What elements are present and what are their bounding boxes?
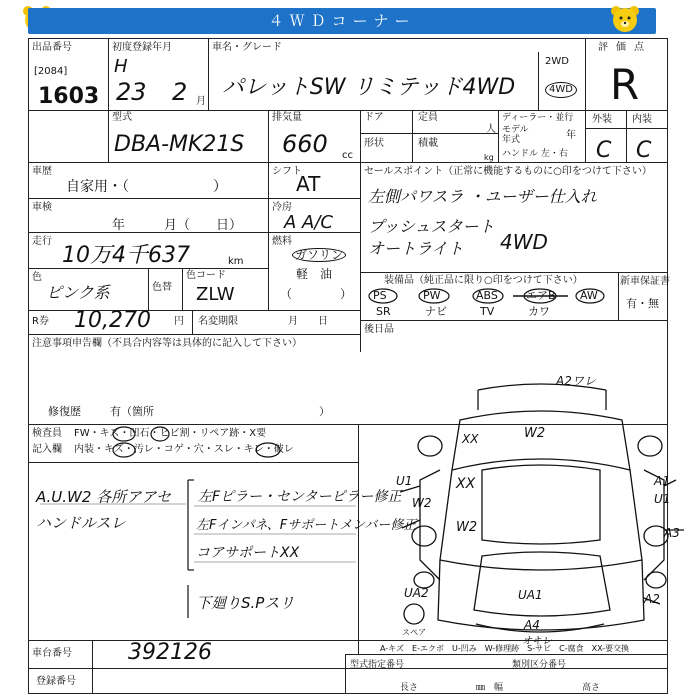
fuel-gas: ガソリン <box>292 248 346 262</box>
shape-number-label: 型式指定番号 <box>350 660 405 670</box>
exterior-label: 外装 <box>592 114 612 125</box>
diagram-mark-w2-left: W2 <box>412 496 432 510</box>
inspector-note6: 下廻りS.Pスリ <box>196 594 295 612</box>
first-reg-era: H <box>114 56 128 77</box>
color-change-label: 色替 <box>152 282 172 293</box>
reg-label: 登録番号 <box>36 676 76 687</box>
notes-label: 注意事項申告欄（不具合内容等は具体的に記入して下さい） <box>32 338 302 349</box>
equip-leather: カワ <box>528 305 550 318</box>
inspector-row2: 内装・キズ・汚レ・コゲ・穴・スレ・キレ・破レ <box>74 444 294 455</box>
repair-label: 修復歴 <box>48 405 81 418</box>
recycle-unit: 円 <box>174 316 184 327</box>
shift-label: シフト <box>272 166 302 177</box>
lot-label: 出品番号 <box>32 42 72 53</box>
fuel-diesel: 軽 油 <box>296 267 333 281</box>
height-label: 高さ <box>582 683 601 693</box>
shape-label: 形状 <box>364 138 384 149</box>
color-code-label: 色コード <box>186 270 226 281</box>
equip-aw: AW <box>580 289 598 302</box>
bear-logo-icon <box>610 4 640 34</box>
diagram-mark-xx-mid: XX <box>456 476 476 492</box>
doc-expiry-unit: 月 日 <box>288 316 328 327</box>
color-value: ピンク系 <box>46 283 110 302</box>
mileage-value: 10万4千637 <box>62 243 190 268</box>
inspector-note5: コアサポートXX <box>196 545 300 561</box>
diagram-mark-a4-note: オキレ <box>522 636 552 647</box>
diagram-mark-u1b: U1 <box>654 492 671 506</box>
equip-tv: TV <box>480 305 495 318</box>
sales-label: セールスポイント（正常に機能するものに○印をつけて下さい） <box>364 166 652 177</box>
drive-2wd-label: 2WD <box>545 56 569 67</box>
displacement-label: 排気量 <box>272 112 302 123</box>
diagram-mark-xx-left: XX <box>462 432 479 446</box>
diagram-spare: スペア <box>402 628 426 637</box>
inspector-note3: 左Fピラー・センターピラー修正 <box>198 489 402 505</box>
model-year-unit: 年 <box>566 130 576 141</box>
model-year-label2: 年式 <box>502 135 521 145</box>
displacement-value: 660 <box>282 130 328 158</box>
type-value: 自家用・（ ） <box>66 179 227 195</box>
score-value: R <box>610 60 640 109</box>
equip-navi: ナビ <box>425 305 447 318</box>
equip-ps: PS <box>373 289 387 302</box>
door-label: ドア <box>364 112 384 123</box>
color-code-value: ZLW <box>196 284 235 305</box>
width-label: 幅 <box>494 683 504 693</box>
mileage-unit: km <box>228 256 244 267</box>
displacement-unit: cc <box>342 150 353 161</box>
mileage-label: 走行 <box>32 236 52 247</box>
lot-code: [2084] <box>34 66 68 77</box>
diagram-mark-top: A2ワレ <box>556 374 596 388</box>
sales-line1: 左側パワスラ ・ユーザー仕入れ <box>368 187 597 206</box>
sales-line4: 4WD <box>500 230 548 254</box>
diagram-mark-a4: A4 <box>524 618 540 632</box>
name-label: 車名・グレード <box>212 42 282 53</box>
recycle-value: 10,270 <box>74 308 151 333</box>
model-year-label: モデル <box>502 125 529 135</box>
diagram-mark-a2: A2 <box>644 592 660 606</box>
diagram-mark-a1: A1 <box>654 474 670 488</box>
exterior-score: C <box>596 138 612 163</box>
handle-label: ハンドル 左・右 <box>502 149 568 159</box>
diagram-mark-ua1: UA1 <box>518 588 543 602</box>
ac-value: A A/C <box>284 212 333 233</box>
first-reg-label: 初度登録年月 <box>112 42 172 53</box>
model-value: DBA-MK21S <box>114 132 245 157</box>
model-label: 型式 <box>112 112 132 123</box>
first-reg-month-unit: 月 <box>196 96 206 107</box>
diagram-legend: A-キズ E-エクボ U-凹み W-修理跡 S-サビ C-腐食 XX-要交換 <box>380 644 630 653</box>
page-title: ４ＷＤコーナー <box>28 8 656 34</box>
diagram-mark-roof: W2 <box>524 426 546 441</box>
lot-number: 1603 <box>38 84 100 109</box>
load-label: 積載 <box>418 138 438 149</box>
diagram-mark-ua2: UA2 <box>404 586 429 600</box>
score-label: 評価点 <box>598 42 652 53</box>
diagram-mark-w2-mid: W2 <box>456 520 478 535</box>
inspector-row1: FW・キズ・凹石・ヒビ割・リペア跡・X要 <box>74 428 267 439</box>
inspector-note4: 左Fインパネ、Fサポートメンバー修正 <box>196 518 417 533</box>
mm-unit: ㎜ <box>476 683 486 693</box>
chassis-label: 車台番号 <box>32 648 72 659</box>
rear-items-label: 後日品 <box>364 324 394 335</box>
first-reg-year: 23 <box>116 78 147 106</box>
repair-value: 有（箇所 ） <box>110 405 330 418</box>
chassis-value: 392126 <box>128 640 212 665</box>
doc-expiry-label: 名変期限 <box>198 316 238 327</box>
drive-4wd-label: 4WD <box>545 82 577 98</box>
type-label: 車歴 <box>32 166 52 177</box>
inspector-label1: 検査員 <box>32 428 62 439</box>
load-unit: kg <box>484 153 494 162</box>
capacity-unit: 人 <box>486 124 496 135</box>
capacity-label: 定員 <box>418 112 438 123</box>
interior-score: C <box>636 138 652 163</box>
ac-label: 冷房 <box>272 202 292 213</box>
warranty-value: 有・無 <box>626 297 659 310</box>
diagram-mark-a3: A3 <box>664 526 680 540</box>
recycle-label: R券 <box>32 316 49 327</box>
length-label: 長さ <box>400 683 419 693</box>
class-number-label: 類別区分番号 <box>512 660 567 670</box>
inspector-note2: ハンドルスレ <box>36 514 126 532</box>
car-name-value: パレットSW リミテッド4WD <box>222 75 516 100</box>
equip-abs: ABS <box>476 289 498 302</box>
shift-value: AT <box>296 172 321 196</box>
first-reg-month: 2 <box>172 78 188 106</box>
interior-label: 内装 <box>632 114 652 125</box>
sales-line2: プッシュスタート <box>368 217 495 236</box>
inspector-label2: 記入欄 <box>32 444 62 455</box>
warranty-label: 新車保証書 <box>620 276 670 287</box>
equip-airbag: エアB <box>526 289 556 302</box>
fuel-label: 燃料 <box>272 236 292 247</box>
sales-line3: オートライト <box>368 239 464 258</box>
color-label: 色 <box>32 272 42 283</box>
equip-sr: SR <box>376 305 391 318</box>
equipment-label: 装備品（純正品に限り○印をつけて下さい） <box>384 275 583 286</box>
equip-pw: PW <box>423 289 441 302</box>
dealer-label: ディーラー・並行 <box>502 113 574 123</box>
inspector-note1: A.U.W2 各所アアセ <box>36 488 172 506</box>
inspection-label: 車検 <box>32 202 52 213</box>
fuel-paren: （ ） <box>280 287 353 301</box>
inspection-value: 年 月（ 日） <box>112 218 243 233</box>
diagram-mark-u1: U1 <box>396 474 413 488</box>
